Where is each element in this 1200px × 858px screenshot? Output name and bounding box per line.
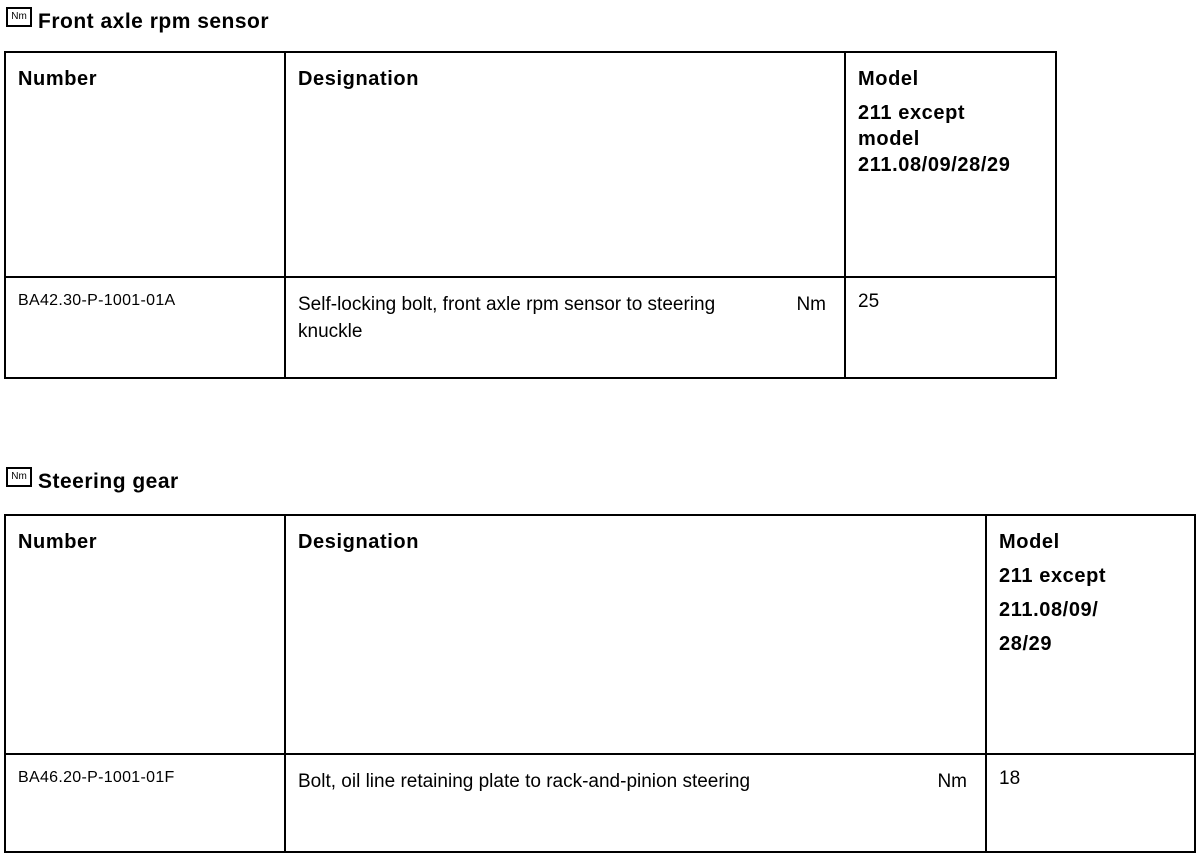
- row-number: BA42.30-P-1001-01A: [5, 277, 285, 378]
- section-title-front-axle: [6, 10, 269, 34]
- torque-nm-icon: Nm: [6, 467, 32, 487]
- header-designation: Designation: [285, 515, 986, 754]
- section-title-steering-gear: [6, 470, 179, 494]
- row-designation: Bolt, oil line retaining plate to rack-and-pinion steering Nm: [285, 754, 986, 852]
- row-value: 25: [845, 277, 1056, 378]
- table-row: [5, 754, 1195, 852]
- section-title-text: Steering gear: [38, 470, 179, 493]
- table-header-row: [5, 515, 1195, 754]
- torque-table-steering-gear: [4, 514, 1196, 853]
- row-unit: Nm: [796, 294, 826, 315]
- section-title-text: Front axle rpm sensor: [38, 10, 270, 33]
- table-header-row: [5, 52, 1056, 277]
- row-value: 18: [986, 754, 1195, 852]
- table-row: [5, 277, 1056, 378]
- header-model: Model 211 except 211.08/09/ 28/29: [986, 515, 1195, 754]
- torque-table-front-axle: [4, 51, 1057, 379]
- header-model: Model 211 except model 211.08/09/28/29: [845, 52, 1056, 277]
- row-designation: Self-locking bolt, front axle rpm sensor to steering knuckle Nm: [285, 277, 845, 378]
- header-number: Number: [5, 52, 285, 277]
- row-unit: Nm: [937, 771, 967, 792]
- torque-nm-icon: Nm: [6, 7, 32, 27]
- row-number: BA46.20-P-1001-01F: [5, 754, 285, 852]
- header-designation: Designation: [285, 52, 845, 277]
- header-number: Number: [5, 515, 285, 754]
